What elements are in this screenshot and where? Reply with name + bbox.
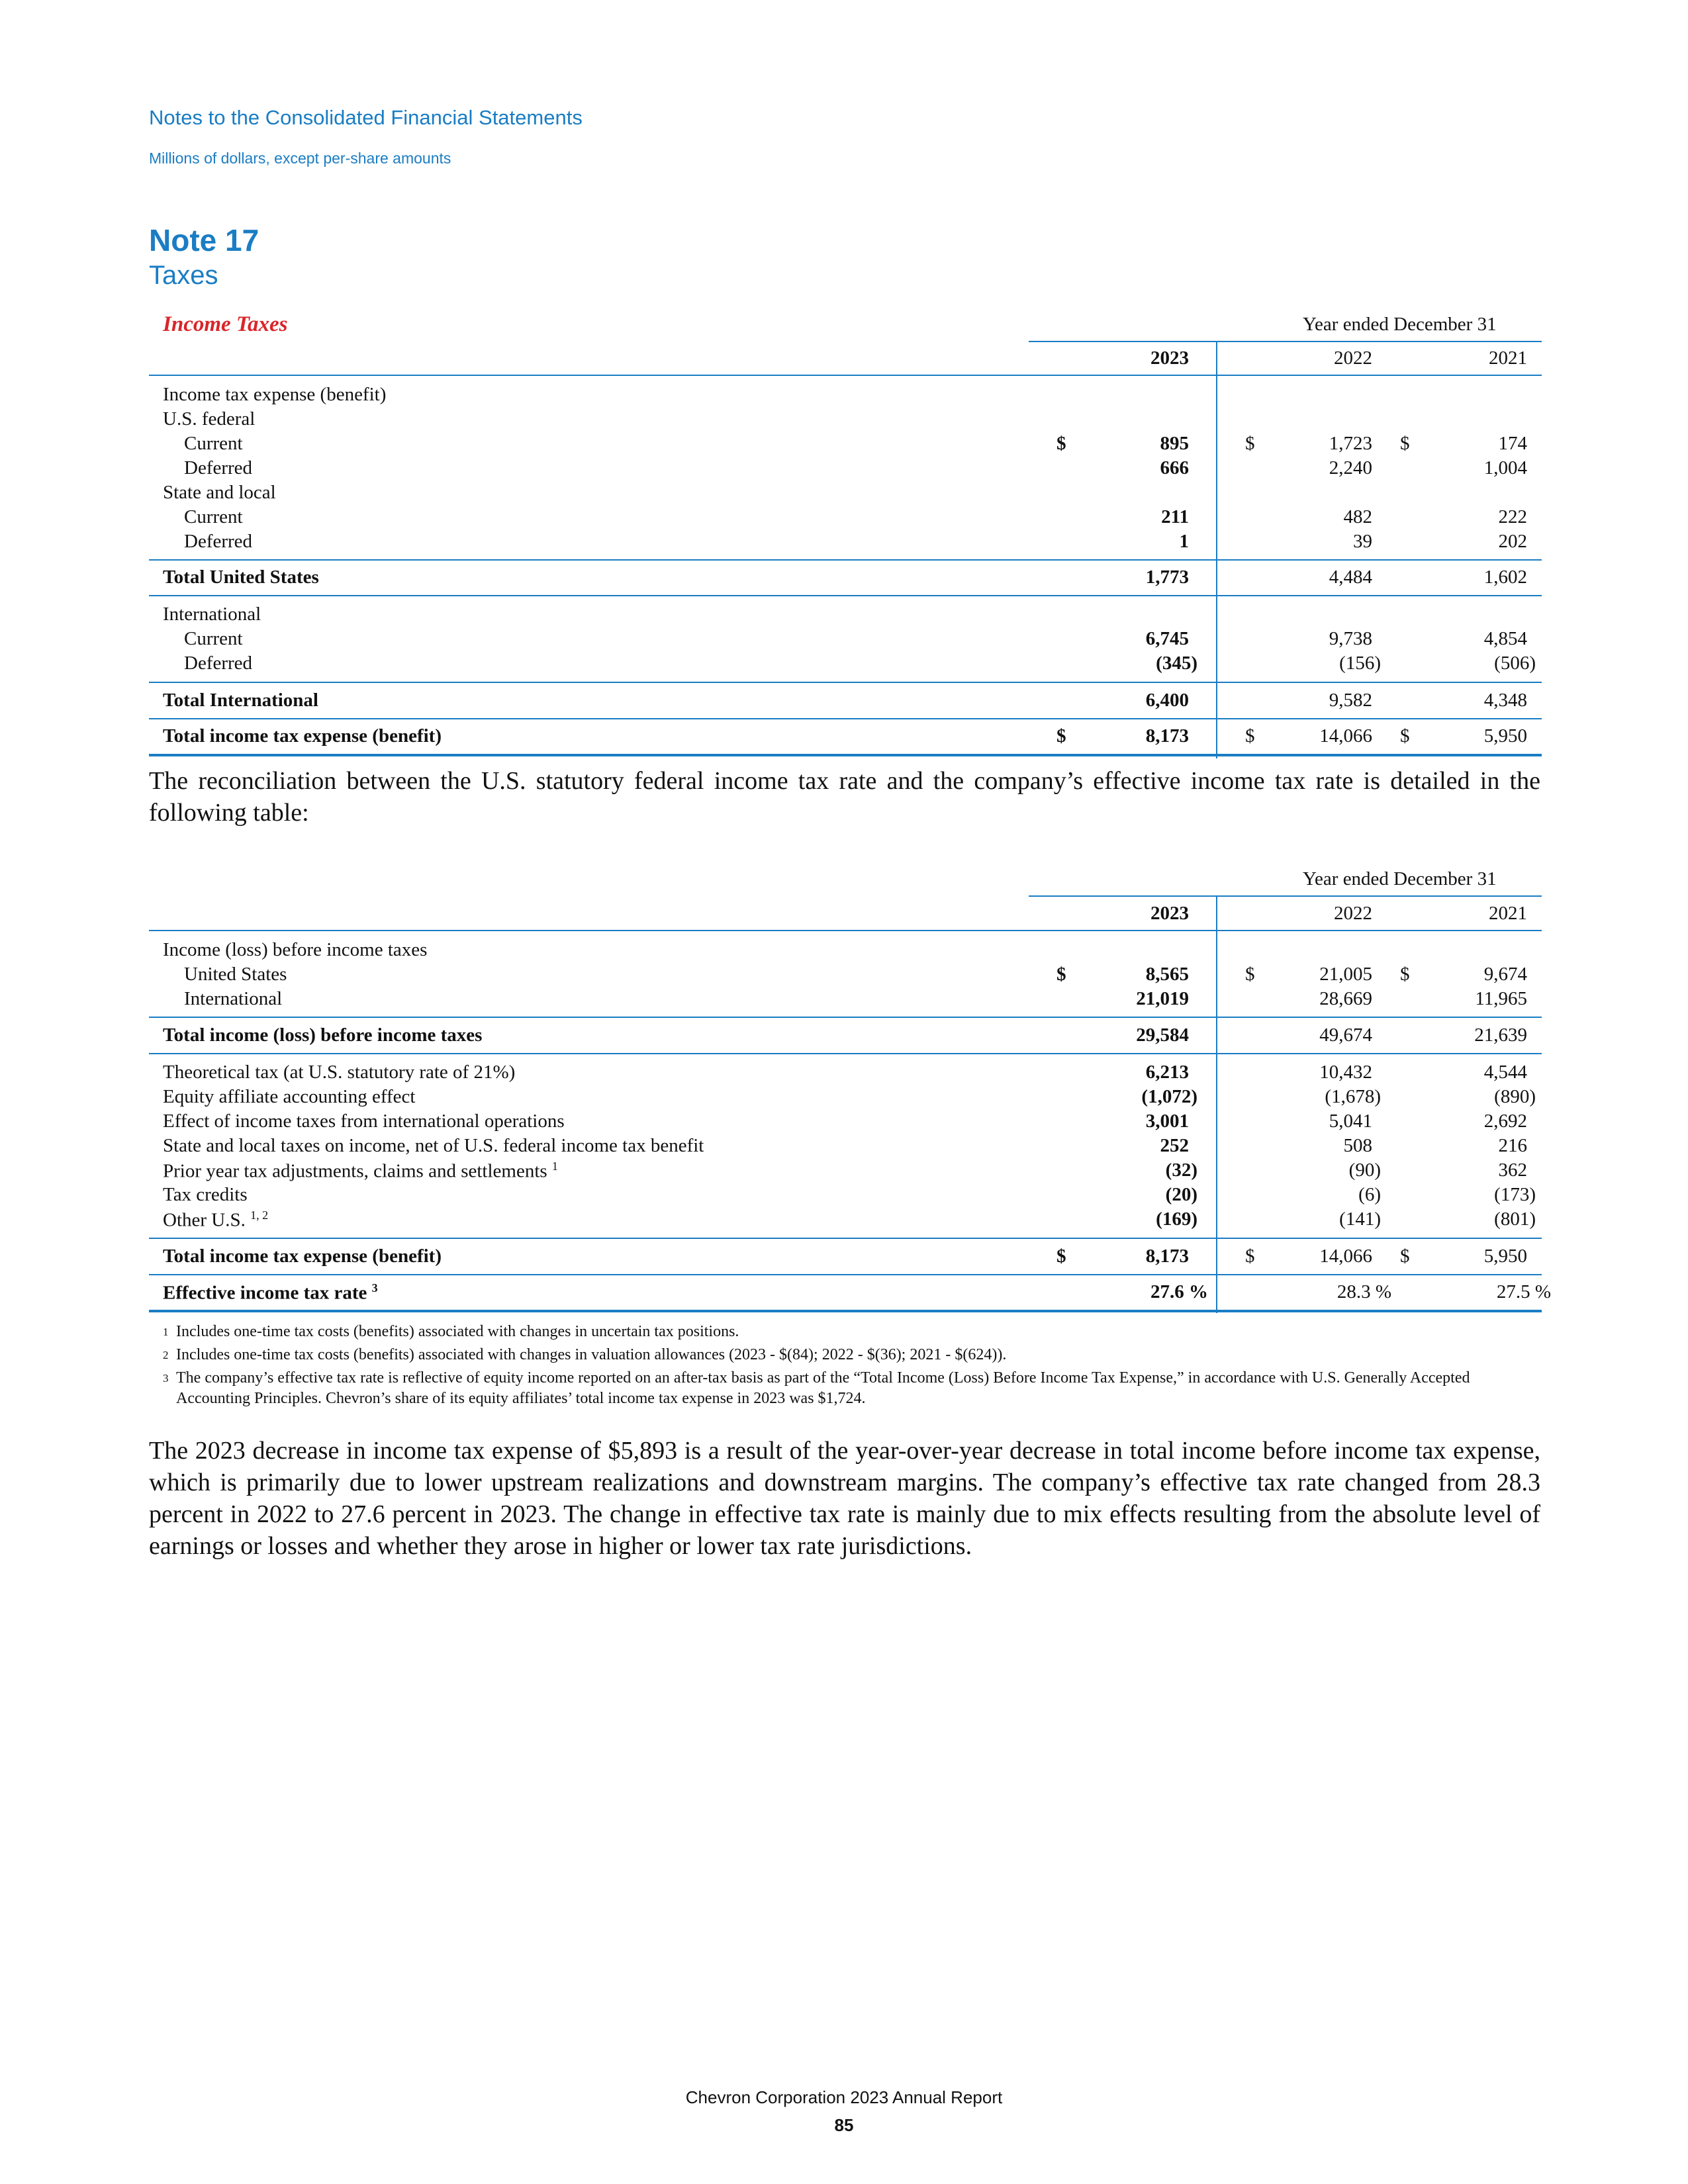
value-2022: 28.3 % [1336,1281,1391,1302]
table-row [0,628,1688,653]
row-label: Current [184,628,243,649]
value-2023: 6,400 [1145,690,1189,711]
note-name: Taxes [149,261,218,290]
reconciliation-intro: The reconciliation between the U.S. statutory federal income tax rate and the company’s effective income tax rate is detailed in the following table: [149,767,1540,827]
value-2023: 6,213 [1145,1062,1189,1083]
table-row [0,604,1688,628]
table-row [0,1086,1688,1111]
currency-symbol: $ [1056,433,1066,454]
value-2023: 3,001 [1145,1111,1189,1132]
row-label-text: Other U.S. [163,1209,246,1231]
currency-symbol: $ [1400,964,1410,985]
table-row [0,457,1688,482]
value-2021: 174 [1498,433,1527,454]
value-2023: 211 [1161,506,1189,527]
value-2021: 4,544 [1483,1062,1527,1083]
table-row [0,939,1688,964]
row-label: Income tax expense (benefit) [163,384,387,405]
currency-symbol: $ [1400,725,1410,747]
value-2021: 5,950 [1483,1246,1527,1267]
divider [1029,341,1542,342]
value-2021: 216 [1498,1135,1527,1156]
column-header-2022: 2022 [1334,903,1372,924]
table-row [0,482,1688,506]
value-2022: 28,669 [1319,988,1372,1009]
value-2022: 508 [1343,1135,1372,1156]
value-2021: 27.5 % [1496,1281,1551,1302]
row-label: Total income tax expense (benefit) [163,725,442,747]
value-2022: 10,432 [1319,1062,1372,1083]
divider [149,682,1542,683]
value-2023: 8,173 [1145,725,1189,747]
value-2023: 666 [1160,457,1189,478]
value-2022: 14,066 [1319,725,1372,747]
value-2021: 4,348 [1483,690,1527,711]
value-2022: 49,674 [1319,1024,1372,1046]
footer-report-name: Chevron Corporation 2023 Annual Report [685,2087,1003,2107]
value-2022: (90) [1348,1160,1381,1181]
value-2023: 1 [1179,531,1189,552]
value-2022: (6) [1358,1184,1381,1205]
value-2021: 202 [1498,531,1527,552]
divider [149,1274,1542,1275]
row-label: Theoretical tax (at U.S. statutory rate of 21%) [163,1062,516,1083]
value-2023: (20) [1165,1184,1197,1205]
footnote-number: 3 [163,1372,169,1385]
divider [149,595,1542,596]
row-label-text: Prior year tax adjustments, claims and settlements [163,1160,547,1182]
value-2021: 5,950 [1483,725,1527,747]
page-header-title: Notes to the Consolidated Financial Statements [149,106,583,129]
row-label: Total income tax expense (benefit) [163,1246,442,1267]
divider-double [149,754,1542,756]
value-2023: (1,072) [1141,1086,1197,1107]
row-label: Deferred [184,531,253,552]
value-2023: 1,773 [1145,567,1189,588]
row-label: Effect of income taxes from international operations [163,1111,565,1132]
row-label-text: Effective income tax rate [163,1282,367,1304]
table-row [0,433,1688,457]
currency-symbol: $ [1245,1246,1255,1267]
value-2022: 4,484 [1329,567,1372,588]
column-header-2023: 2023 [1150,903,1189,924]
row-label: Income (loss) before income taxes [163,939,428,960]
value-2021: 2,692 [1483,1111,1527,1132]
divider-double [149,1310,1542,1312]
column-header-2022: 2022 [1334,347,1372,369]
table-row-total [0,1024,1688,1049]
closing-paragraph: The 2023 decrease in income tax expense of $5,893 is a result of the year-over-year decrease in total income before income tax expense, which is primarily due to lower upstream realizations and downstream margins. The company’s effective tax rate changed from 28.3 percent in 2022 to 27.6 percent in 2023. The change in effective tax rate is mainly due to mix effects resulting from the absolute level of earnings or losses and whether they arose in higher or lower tax rate jurisdictions. [149,1437,1540,1560]
table-row [0,384,1688,408]
table-row-total [0,567,1688,591]
table-row [0,1111,1688,1135]
footnote-text: The company’s effective tax rate is reflective of equity income reported on an after-tax basis as part of the “Total Income (Loss) Before Income Tax Expense,” in accordance with U.S. Generally Accepted Accounting Principles. Chevron’s share of its equity affiliates’ total income tax expense in 2023 was $1,724. [176,1369,1470,1407]
value-2021: 4,854 [1483,628,1527,649]
page-header-subtitle: Millions of dollars, except per-share amounts [149,150,451,167]
row-label: International [184,988,283,1009]
row-label: Total United States [163,567,319,588]
row-label: Total International [163,690,318,711]
footnote-2 [163,1345,1543,1365]
value-2021: (506) [1494,653,1536,674]
currency-symbol: $ [1400,1246,1410,1267]
table-row [0,1135,1688,1160]
divider [149,1238,1542,1239]
value-2022: (156) [1339,653,1381,674]
divider [149,718,1542,719]
table-row [0,964,1688,988]
value-2022: 39 [1353,531,1372,552]
value-2021: 21,639 [1474,1024,1527,1046]
value-2022: 9,738 [1329,628,1372,649]
row-label: Equity affiliate accounting effect [163,1086,416,1107]
row-label: Current [184,506,243,527]
value-2021: 1,004 [1483,457,1527,478]
row-label: Current [184,433,243,454]
value-2022: 14,066 [1319,1246,1372,1267]
currency-symbol: $ [1245,725,1255,747]
value-2023: 21,019 [1136,988,1189,1009]
value-2021: 9,674 [1483,964,1527,985]
table-row [0,408,1688,433]
row-label: Deferred [184,653,253,674]
table-row [0,1184,1688,1208]
table-row [0,1208,1688,1233]
currency-symbol: $ [1245,964,1255,985]
value-2022: 5,041 [1329,1111,1372,1132]
row-label [163,1208,268,1232]
value-2021: 11,965 [1475,988,1527,1009]
footnote-text: Includes one-time tax costs (benefits) associated with changes in uncertain tax positions. [176,1323,739,1340]
table-row [0,1062,1688,1086]
table-row [0,988,1688,1013]
row-label: State and local taxes on income, net of U.S. federal income tax benefit [163,1135,704,1156]
period-header: Year ended December 31 [1303,314,1497,335]
value-2022: (1,678) [1325,1086,1381,1107]
value-2023: 252 [1160,1135,1189,1156]
footnote-ref: 1 [551,1160,558,1173]
column-header-2021: 2021 [1489,903,1527,924]
row-label: Total income (loss) before income taxes [163,1024,483,1046]
period-header: Year ended December 31 [1303,868,1497,889]
column-header-2023: 2023 [1150,347,1189,369]
row-label: State and local [163,482,276,503]
divider [149,559,1542,561]
footnote-1 [163,1322,1543,1342]
divider [149,1017,1542,1018]
divider [149,1053,1542,1054]
value-2023: 8,565 [1145,964,1189,985]
footnote-ref: 3 [371,1281,378,1295]
table-row [0,653,1688,677]
column-header-2021: 2021 [1489,347,1527,369]
value-2022: 9,582 [1329,690,1372,711]
table-row-grand-total [0,725,1688,750]
value-2023: (32) [1165,1160,1197,1181]
currency-symbol: $ [1056,1246,1066,1267]
value-2023: 27.6 % [1150,1281,1208,1302]
value-2022: 482 [1343,506,1372,527]
value-2023: 895 [1160,433,1189,454]
divider [1029,895,1542,897]
footnote-number: 1 [163,1326,169,1338]
value-2022: 2,240 [1329,457,1372,478]
value-2021: 222 [1498,506,1527,527]
value-2021: (801) [1494,1208,1536,1230]
value-2023: 29,584 [1136,1024,1189,1046]
footnote-number: 2 [163,1349,169,1361]
row-label: Deferred [184,457,253,478]
page-number: 85 [834,2115,854,2135]
table-row-rate [0,1281,1688,1306]
value-2021: 362 [1498,1160,1527,1181]
footnote-ref: 1, 2 [250,1208,269,1222]
value-2021: (890) [1494,1086,1536,1107]
currency-symbol: $ [1056,964,1066,985]
currency-symbol: $ [1400,433,1410,454]
value-2021: 1,602 [1483,567,1527,588]
currency-symbol: $ [1245,433,1255,454]
table-row-total [0,690,1688,714]
value-2022: 1,723 [1329,433,1372,454]
value-2021: (173) [1494,1184,1536,1205]
value-2022: 21,005 [1319,964,1372,985]
table-row [0,506,1688,531]
table-row [0,1160,1688,1184]
income-taxes-title: Income Taxes [163,312,288,336]
footnote-3 [163,1368,1543,1409]
row-label [163,1281,378,1304]
note-number: Note 17 [149,223,259,257]
footnote-text: Includes one-time tax costs (benefits) associated with changes in valuation allowances (2023 - $(84); 2022 - $(36); 2021 - $(624)). [176,1346,1007,1363]
table-row-total [0,1246,1688,1270]
row-label: International [163,604,261,625]
value-2023: (169) [1156,1208,1197,1230]
value-2023: (345) [1156,653,1197,674]
row-label: United States [184,964,287,985]
value-2022: (141) [1339,1208,1381,1230]
value-2023: 8,173 [1145,1246,1189,1267]
value-2023: 6,745 [1145,628,1189,649]
divider [149,930,1542,931]
divider [149,375,1542,376]
row-label [163,1160,558,1183]
table-row [0,531,1688,555]
row-label: Tax credits [163,1184,248,1205]
row-label: U.S. federal [163,408,256,430]
currency-symbol: $ [1056,725,1066,747]
